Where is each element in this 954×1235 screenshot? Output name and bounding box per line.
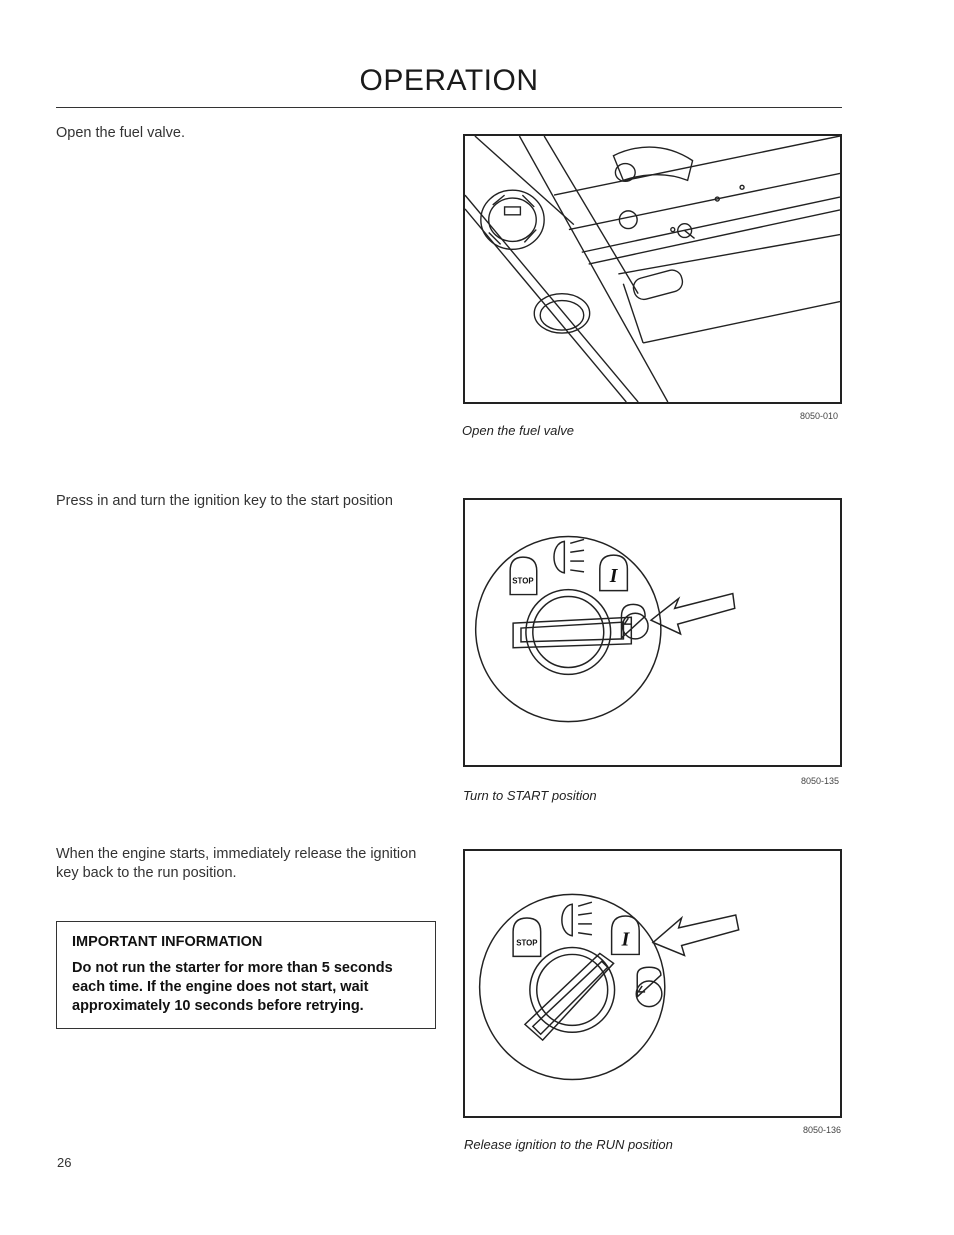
figure-caption-2: Turn to START position: [463, 788, 597, 803]
stop-label: STOP: [516, 938, 538, 948]
turn-arrow: [651, 594, 735, 634]
page-number: 26: [57, 1155, 72, 1170]
run-symbol: I: [609, 564, 618, 587]
ignition-key: [525, 953, 614, 1040]
headlight-icon: [554, 541, 564, 573]
ignition-switch-start-illustration: [465, 500, 840, 765]
figure-caption-3: Release ignition to the RUN position: [464, 1137, 673, 1152]
stop-label: STOP: [512, 576, 534, 586]
stop-position-marker: [513, 918, 541, 956]
important-info-body: Do not run the starter for more than 5 seconds each time. If the engine does not start, wait approximately 10 seconds before retrying.: [72, 960, 393, 1014]
ignition-switch-run-illustration: [465, 851, 840, 1116]
run-symbol: I: [621, 928, 630, 951]
important-info-heading: IMPORTANT INFORMATION: [72, 934, 263, 950]
ignition-run-figure: [463, 849, 842, 1118]
ignition-key: [513, 617, 631, 648]
ignition-start-figure: [463, 498, 842, 767]
step-1-text: Open the fuel valve.: [56, 125, 185, 141]
figure-code-1: 8050-010: [800, 411, 839, 421]
page-title: OPERATION: [359, 64, 539, 97]
turn-arrow: [653, 915, 739, 955]
headlight-icon: [562, 904, 572, 936]
important-info-box: [56, 921, 436, 1029]
step-2-text: Press in and turn the ignition key to the start position: [56, 493, 393, 509]
fuel-valve-figure: [463, 134, 842, 404]
figure-caption-1: Open the fuel valve: [462, 423, 575, 438]
step-3-text: When the engine starts, immediately release the ignition key back to the run position.: [56, 846, 417, 881]
title-divider: [56, 107, 842, 108]
figure-code-3: 8050-136: [803, 1125, 842, 1135]
figure-code-2: 8050-135: [801, 776, 840, 786]
fuel-valve-illustration: [465, 136, 840, 402]
